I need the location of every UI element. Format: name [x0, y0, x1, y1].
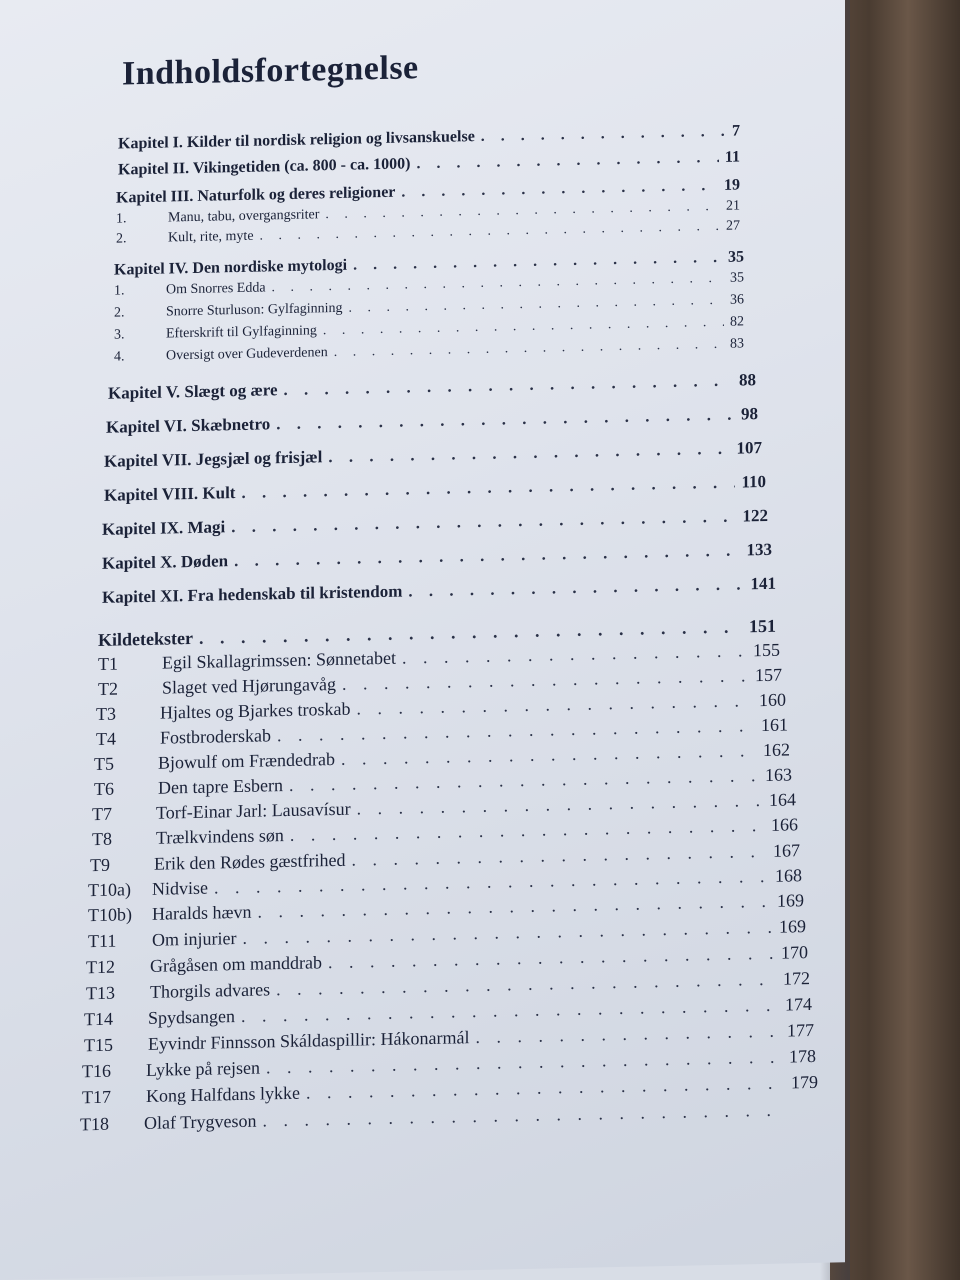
toc-chapter-5: Kapitel V. Slægt og ære . . . 88: [108, 370, 756, 404]
toc-text-7: T7 Torf-Einar Jarl: Lausavísur . . . 164: [92, 789, 796, 825]
toc-kildetekster: Kildetekster . . . 151: [98, 616, 776, 651]
toc-ch3-sub-2: 2. Kult, rite, myte . . . 27: [116, 218, 740, 247]
toc-text-16: T16 Lykke på rejsen . . . 178: [82, 1046, 816, 1082]
toc-text-10a: T10a) Nidvise . . . 168: [88, 865, 802, 901]
toc-ch4-sub-1: 1. Om Snorres Edda . . . 35: [114, 270, 744, 299]
toc-text-12: T12 Grågåsen om manddrab . . . 170: [86, 942, 808, 978]
toc-text-6: T6 Den tapre Esbern . . . 163: [94, 764, 792, 800]
toc-chapter-10: Kapitel X. Døden . . . 133: [102, 540, 772, 574]
toc-chapter-4: Kapitel IV. Den nordiske mytologi . . . 35: [114, 248, 744, 279]
toc-chapter-9: Kapitel IX. Magi . . . 122: [102, 506, 768, 540]
toc-chapter-2: Kapitel II. Vikingetiden (ca. 800 - ca. 1000) . . . 11: [118, 148, 740, 179]
toc-chapter-1: Kapitel I. Kilder til nordisk religion og livsanskuelse . . . 7: [118, 122, 740, 153]
toc-text-11: T11 Om injurier . . . 169: [88, 916, 806, 952]
toc-text-15: T15 Eyvindr Finnsson Skáldaspillir: Hákonarmál . . . 177: [84, 1020, 814, 1056]
toc-text-8: T8 Trælkvindens søn . . . 166: [92, 814, 798, 850]
toc-text-3: T3 Hjaltes og Bjarkes troskab . . . 160: [96, 690, 786, 725]
toc-chapter-3: Kapitel III. Naturfolk og deres religioner . . . 19: [116, 176, 740, 207]
toc-text-13: T13 Thorgils advares . . . 172: [86, 968, 810, 1004]
toc-text-1: T1 Egil Skallagrimssen: Sønnetabet . . . 155: [98, 640, 780, 675]
toc-text-2: T2 Slaget ved Hjørungavåg . . . 157: [98, 665, 782, 700]
toc-ch3-sub-1: 1. Manu, tabu, overgangsriter . . . 21: [116, 198, 740, 227]
toc-text-10b: T10b) Haralds hævn . . . 169: [88, 890, 804, 926]
toc-chapter-11: Kapitel XI. Fra hedenskab til kristendom . . . 141: [102, 574, 776, 608]
toc-text-9: T9 Erik den Rødes gæstfrihed . . . 167: [90, 840, 800, 876]
toc-ch4-sub-3: 3. Efterskrift til Gylfaginning . . . 82: [114, 314, 744, 343]
toc-text-18: T18 Olaf Trygveson . . .: [80, 1100, 780, 1136]
toc-text-14: T14 Spydsangen . . . 174: [84, 994, 812, 1030]
toc-ch4-sub-2: 2. Snorre Sturluson: Gylfaginning . . . 36: [114, 292, 744, 321]
toc-text-4: T4 Fostbroderskab . . . 161: [96, 714, 788, 749]
toc-ch4-sub-4: 4. Oversigt over Gudeverdenen . . . 83: [114, 336, 744, 365]
toc-chapter-8: Kapitel VIII. Kult . . . 110: [104, 472, 766, 506]
toc-chapter-7: Kapitel VII. Jegsjæl og frisjæl . . . 107: [104, 438, 762, 472]
page-title: Indholdsfortegnelse: [122, 49, 419, 93]
toc-text-17: T17 Kong Halfdans lykke . . . 179: [82, 1072, 818, 1108]
toc-text-5: T5 Bjowulf om Frændedrab . . . 162: [94, 739, 790, 775]
toc-chapter-6: Kapitel VI. Skæbnetro . . . 98: [106, 404, 758, 438]
